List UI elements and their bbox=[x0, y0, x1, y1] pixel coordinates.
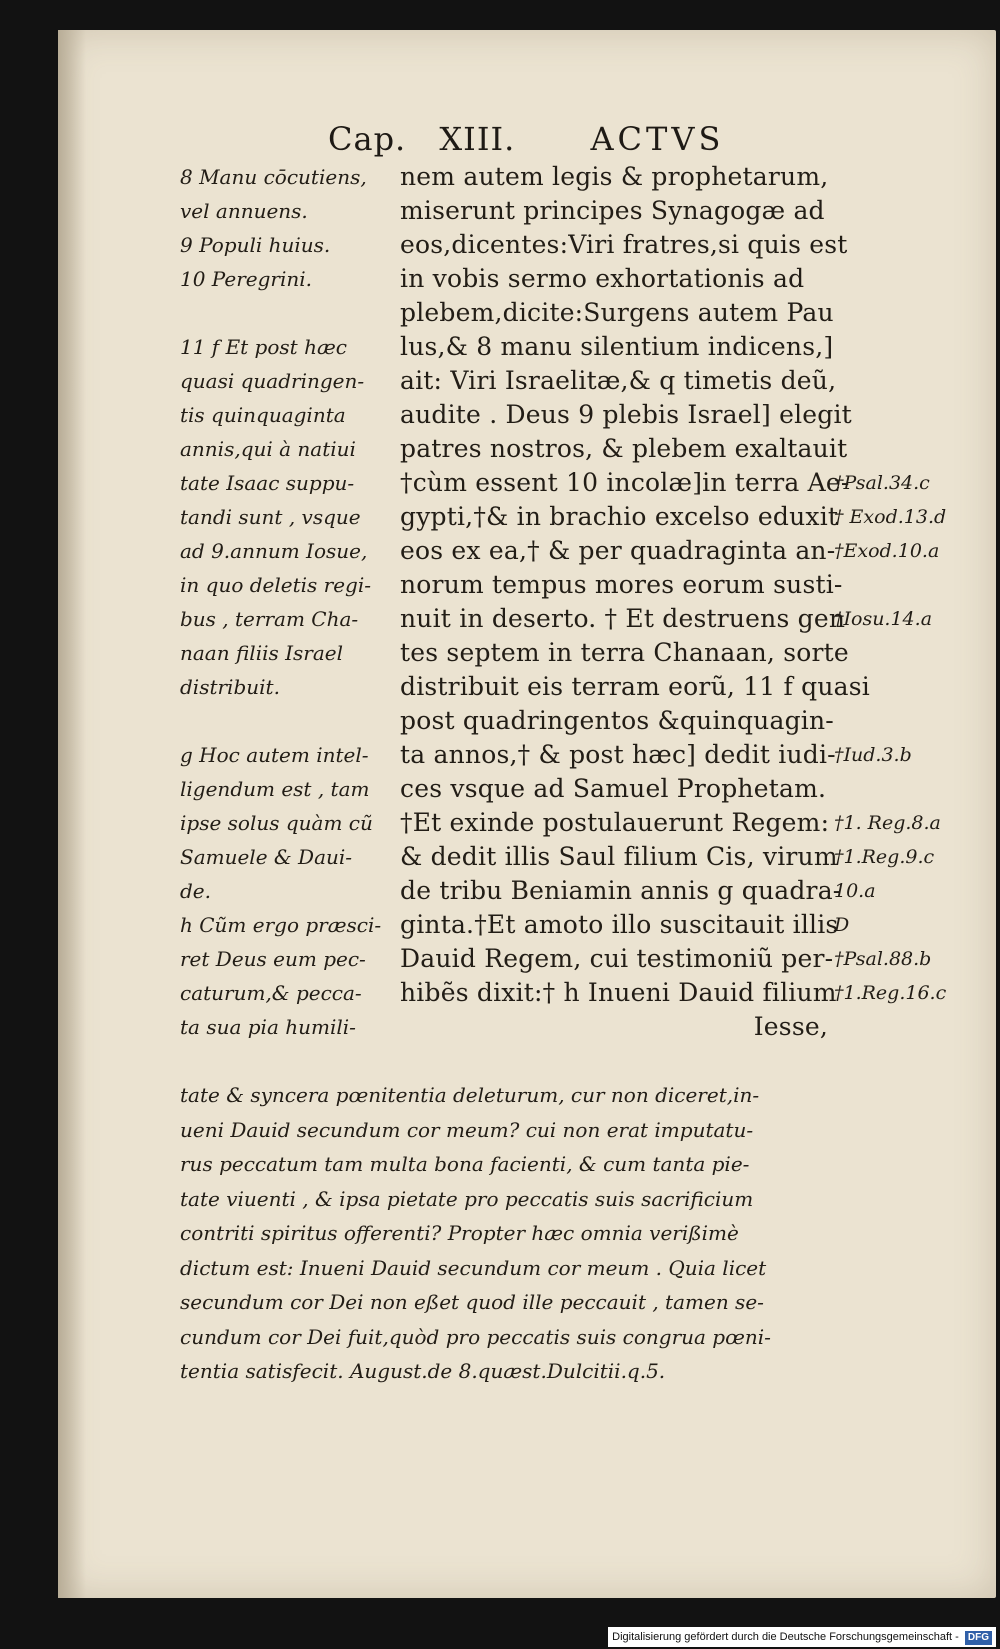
reference-line bbox=[834, 296, 994, 330]
reference-line: †1.Reg.16.c bbox=[834, 982, 947, 1004]
reference-line bbox=[834, 330, 994, 364]
reference-line: † Exod.13.d bbox=[834, 506, 947, 528]
text-line: gypti,†& in brachio excelso eduxit bbox=[400, 502, 839, 531]
gloss-line: ligendum est , tam bbox=[180, 777, 370, 801]
gloss-line: quasi quadringen- bbox=[180, 369, 365, 393]
text-line: nem autem legis & prophetarum, bbox=[400, 162, 829, 191]
reference-line bbox=[834, 364, 994, 398]
text-line: ait: Viri Israelitæ,& q timetis deũ, bbox=[400, 366, 837, 395]
text-line: ces vsque ad Samuel Prophetam. bbox=[400, 774, 827, 803]
reference-line: D bbox=[834, 914, 850, 936]
digitization-footer bbox=[608, 1627, 996, 1647]
reference-line bbox=[834, 636, 994, 670]
gloss-line: Samuele & Daui- bbox=[180, 845, 353, 869]
text-line: patres nostros, & plebem exaltauit bbox=[400, 434, 848, 463]
reference-line bbox=[834, 772, 994, 806]
note-line: dictum est: Inueni Dauid secundum cor meum . Quia licet bbox=[180, 1255, 767, 1280]
header-chapter: XIII. bbox=[439, 120, 516, 158]
reference-line bbox=[834, 1010, 994, 1044]
gloss-line: de. bbox=[180, 879, 211, 903]
gloss-line: ipse solus quàm cũ bbox=[180, 811, 373, 835]
gloss-line: annis,qui à natiui bbox=[180, 437, 356, 461]
gloss-line: distribuit. bbox=[180, 675, 280, 699]
note-line: ueni Dauid secundum cor meum? cui non erat imputatu- bbox=[180, 1117, 754, 1142]
text-line: plebem,dicite:Surgens autem Pau bbox=[400, 298, 834, 327]
note-line: tate & syncera pœnitentia deleturum, cur non diceret,in- bbox=[180, 1083, 760, 1107]
gloss-line: tate Isaac suppu- bbox=[180, 471, 355, 495]
dfg-logo: DFG bbox=[965, 1631, 992, 1645]
text-line: distribuit eis terram eorũ, 11 f quasi bbox=[400, 672, 870, 701]
gloss-line bbox=[180, 704, 398, 738]
note-line: contriti spiritus offerenti? Propter hæc omnia verißimè bbox=[180, 1221, 739, 1245]
text-line: norum tempus mores eorum susti- bbox=[400, 570, 843, 599]
reference-line bbox=[834, 160, 994, 194]
reference-line bbox=[834, 704, 994, 738]
reference-line bbox=[834, 568, 994, 602]
reference-line bbox=[834, 194, 994, 228]
gloss-line: 8 Manu cōcutiens, bbox=[180, 165, 367, 189]
text-line: & dedit illis Saul filium Cis, virum bbox=[400, 842, 838, 871]
reference-line bbox=[834, 398, 994, 432]
gloss-line: 9 Populi huius. bbox=[180, 233, 331, 257]
text-line: eos,dicentes:Viri fratres,si quis est bbox=[400, 230, 848, 259]
text-line: eos ex ea,† & per quadraginta an- bbox=[400, 536, 836, 565]
gloss-line: 11 f Et post hæc bbox=[180, 335, 347, 359]
header-cap: Cap. bbox=[328, 120, 407, 158]
reference-line: †Iosu.14.a bbox=[834, 608, 933, 630]
text-line: hibẽs dixit:† h Inueni Dauid filium bbox=[400, 978, 837, 1007]
text-line: Iesse, bbox=[753, 1012, 828, 1041]
text-line: lus,& 8 manu silentium indicens,] bbox=[400, 332, 834, 361]
gloss-line: tis quinquaginta bbox=[180, 403, 346, 427]
text-line: ta annos,† & post hæc] dedit iudi- bbox=[400, 740, 836, 769]
gloss-line: vel annuens. bbox=[180, 199, 308, 223]
reference-line bbox=[834, 228, 994, 262]
note-line: tate viuenti , & ipsa pietate pro peccatis suis sacrificium bbox=[180, 1186, 754, 1211]
gloss-line: in quo deletis regi- bbox=[180, 573, 371, 597]
reference-line: †Psal.88.b bbox=[834, 948, 932, 970]
reference-line: †1.Reg.9.c bbox=[834, 846, 935, 868]
text-line: Dauid Regem, cui testimoniũ per- bbox=[400, 944, 834, 973]
text-line: †cùm essent 10 incolæ]in terra Ae- bbox=[400, 468, 850, 497]
reference-line bbox=[834, 262, 994, 296]
text-line: tes septem in terra Chanaan, sorte bbox=[400, 638, 849, 667]
gloss-line: 10 Peregrini. bbox=[180, 267, 312, 291]
reference-line: †1. Reg.8.a bbox=[834, 812, 941, 834]
gloss-line: ret Deus eum pec- bbox=[180, 947, 366, 971]
running-header bbox=[328, 120, 746, 158]
gloss-line: ta sua pia humili- bbox=[180, 1015, 356, 1039]
reference-line: †Psal.34.c bbox=[834, 472, 930, 494]
reference-line bbox=[834, 432, 994, 466]
gloss-line bbox=[180, 296, 398, 330]
text-line: nuit in deserto. † Et destruens gen bbox=[400, 604, 846, 633]
note-line: cundum cor Dei fuit,quòd pro peccatis suis congrua pœni- bbox=[180, 1324, 771, 1349]
gloss-line: bus , terram Cha- bbox=[180, 607, 359, 631]
note-line: tentia satisfecit. August.de 8.quæst.Dulcitii.q.5. bbox=[180, 1359, 666, 1383]
page-spine-shadow bbox=[58, 30, 86, 1598]
reference-line: 10.a bbox=[834, 880, 876, 902]
gloss-line: ad 9.annum Iosue, bbox=[180, 539, 368, 563]
text-line: de tribu Beniamin annis g quadra- bbox=[400, 876, 842, 905]
text-line: ginta.†Et amoto illo suscitauit illis bbox=[400, 910, 839, 939]
reference-line bbox=[834, 670, 994, 704]
text-line: in vobis sermo exhortationis ad bbox=[400, 264, 805, 293]
commentary-note bbox=[180, 1078, 840, 1389]
header-book: ACTVS bbox=[590, 120, 725, 158]
gloss-line: caturum,& pecca- bbox=[180, 981, 362, 1005]
text-line: †Et exinde postulauerunt Regem: bbox=[400, 808, 830, 837]
gloss-line: h Cũm ergo præsci- bbox=[180, 913, 382, 937]
note-line: secundum cor Dei non eßet quod ille peccauit , tamen se- bbox=[180, 1290, 764, 1314]
text-line: post quadringentos &quinquagin- bbox=[400, 706, 834, 735]
gloss-line: naan filiis Israel bbox=[180, 641, 343, 665]
gloss-line: g Hoc autem intel- bbox=[180, 743, 369, 767]
footer-text: Digitalisierung gefördert durch die Deutsche Forschungsgemeinschaft - bbox=[612, 1631, 959, 1643]
reference-line: †Iud.3.b bbox=[834, 744, 912, 766]
gloss-line: tandi sunt , vsque bbox=[180, 505, 361, 529]
cross-references bbox=[834, 160, 994, 1044]
text-line: miserunt principes Synagogæ ad bbox=[400, 196, 825, 225]
reference-line: †Exod.10.a bbox=[834, 540, 940, 562]
text-line: audite . Deus 9 plebis Israel] elegit bbox=[400, 400, 852, 429]
marginal-gloss bbox=[180, 160, 398, 1044]
note-line: rus peccatum tam multa bona facienti, & cum tanta pie- bbox=[180, 1152, 750, 1176]
